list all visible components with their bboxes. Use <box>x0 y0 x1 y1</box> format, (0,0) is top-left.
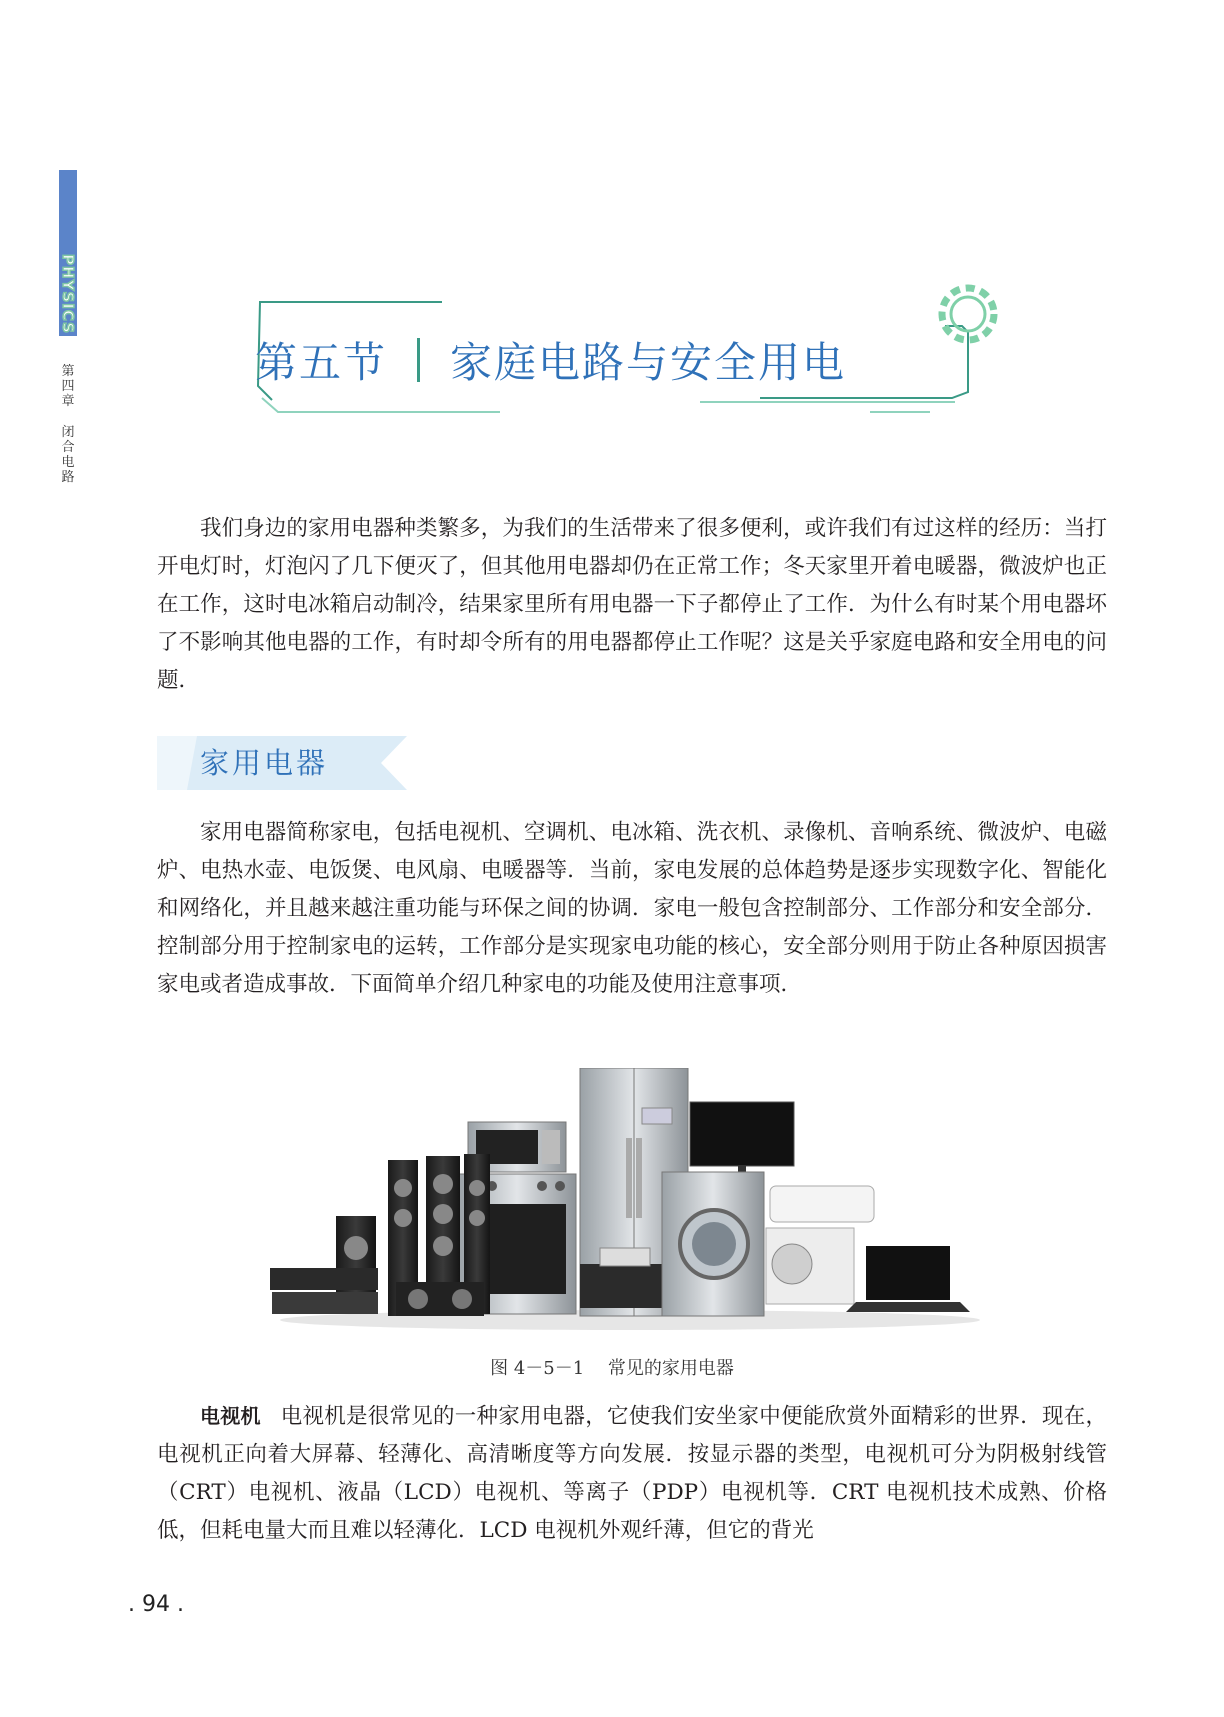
appliances-figure <box>270 1068 990 1332</box>
gear-icon <box>942 288 994 340</box>
chapter-title: 闭合电路 <box>61 425 75 485</box>
intro-paragraph: 我们身边的家用电器种类繁多，为我们的生活带来了很多便利，或许我们有过这样的经历：当打开电灯时，灯泡闪了几下便灭了，但其他用电器却仍在正常工作；冬天家里开着电暖器，微波炉也正在工作，这时电冰箱启动制冷，结果家里所有用电器一下子都停止了工作．为什么有时某个用电器坏了不影响其他电器的工作，有时却令所有的用电器都停止工作呢？这是关乎家庭电路和安全用电的问题． <box>157 516 1107 693</box>
appliances-paragraph: 家用电器简称家电，包括电视机、空调机、电冰箱、洗衣机、录像机、音响系统、微波炉、电磁炉、电热水壶、电饭煲、电风扇、电暖器等．当前，家电发展的总体趋势是逐步实现数字化、智能化和网络化，并且越来越注重功能与环保之间的协调．家电一般包含控制部分、工作部分和安全部分．控制部分用于控制家电的运转，工作部分是实现家电功能的核心，安全部分则用于防止各种原因损害家电或者造成事故．下面简单介绍几种家电的功能及使用注意事项． <box>157 820 1107 997</box>
title-divider <box>417 338 420 382</box>
subject-text: PHYSICS <box>59 254 78 334</box>
figure-number: 图 4－5－1 <box>490 1358 585 1379</box>
figure-caption-text: 常见的家用电器 <box>607 1358 734 1379</box>
television <box>690 1102 794 1174</box>
section-title: 家庭电路与安全用电 <box>450 338 847 387</box>
section-number: 第五节 <box>255 338 388 387</box>
tv-paragraph <box>157 1397 1107 1550</box>
laptop <box>846 1246 970 1312</box>
washing-machine <box>662 1172 764 1316</box>
tv-text: 电视机是很常见的一种家用电器，它使我们安坐家中便能欣赏外面精彩的世界．现在，电视机正向着大屏幕、轻薄化、高清晰度等方向发展．按显示器的类型，电视机可分为阴极射线管（CRT）电视机、液晶（LCD）电视机、等离子（PDP）电视机等．CRT 电视机技术成熟、价格低，但耗电量大而且难以轻薄化．LCD 电视机外观纤薄，但它的背光 <box>157 1404 1107 1543</box>
page-number: . 94 . <box>128 1592 184 1617</box>
section-title-block <box>255 330 846 390</box>
section-heading: 家用电器 <box>200 746 329 780</box>
air-conditioner <box>766 1186 874 1304</box>
chapter-number: 第四章 <box>61 364 75 409</box>
figure-caption <box>0 1354 1224 1380</box>
tv-term: 电视机 <box>200 1404 261 1428</box>
